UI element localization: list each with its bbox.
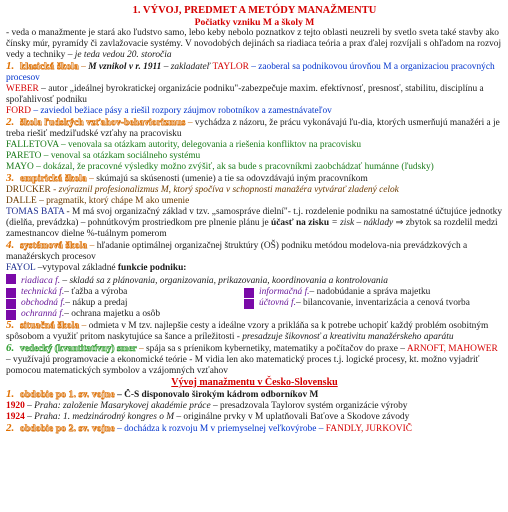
- school-5: 5. situačná škola – odmieta v M tzv. najlepšie cesty a ideálne vzory a prikláňa sa k potrebe uchopiť každý problém osobitným spôsobom a využiť pritom naskytujúce sa šance a príležitosti - presadzuje šikovnosť a kreativitu manažérskeho aparátu: [6, 319, 489, 342]
- implies-icon: ⇒: [395, 218, 404, 228]
- drucker-name: DRUCKER: [6, 185, 51, 195]
- school-3-text: skúmajú sa skúsenosti (umenie) a tie sa odovzdávajú iným pracovníkom: [96, 174, 368, 184]
- school-5-name: situačná škola: [20, 321, 80, 331]
- school-6-number: 6.: [6, 342, 15, 354]
- school-6-text: spája sa s príenikom kybernetiky, matematiky a počítačov do praxe –: [146, 344, 405, 354]
- falletova-name: FALLETOVA: [6, 140, 59, 150]
- fandly-jurkovic-names: FANDLY, JURKOVIČ: [325, 424, 413, 434]
- school-5-tail: - presadzuje šikovnosť a kreativitu manažérskeho aparátu: [234, 332, 454, 342]
- intro-paragraph: [6, 28, 503, 61]
- school-6: 6. vedecký (kvantitatívny) smer – spája sa s príenikom kybernetiky, matematiky a počítačov do praxe – ARNOFT, MAHOWER – využívajú programovacie a ekonomické teórie - M vidia len ako matematický proces t.j. logické procesy, kt. možno vyjadriť pomocou matematických symbolov a vzájomných vzťahov: [6, 342, 498, 376]
- function-riadiaca-name: riadiaca f.: [21, 276, 61, 286]
- school-1-name: klasická škola: [20, 62, 79, 72]
- bata-name: TOMAS BATA: [6, 207, 65, 217]
- bata-entry: TOMAS BATA - M má svoj organizačný základ v tzv. „samospráve dielní"- t.j. rozdelenie podniku na samostatné účtujúce jednotky (dielňa, prevádzka) – pohnútkovým prostriedkom pre plnenie plánu je účasť na zisku = zisk – náklady ⇒ zbytok sa rozdelil medzi zamestnancov dielne %-tuálnym pomerom: [6, 207, 503, 239]
- ford-name: FORD: [6, 106, 32, 116]
- cs-period-1: 1. obdobie po 1. sv. vojne – Č-S disponovalo širokým kádrom odborníkov M: [6, 389, 319, 400]
- falletova-entry: FALLETOVA – venovala sa otázkam autority, delegovania a riešenia konfliktov na pracovisku: [6, 140, 362, 150]
- school-4: 4. systémová škola – hľadanie optimálnej organizačnej štruktúry (OŠ) podniku metódou modelova-nia prevádzkových a manažérskych procesov: [6, 239, 468, 262]
- school-1: 1. klasická škola – M vznikol v r. 1911 – zakladateľ TAYLOR – zaoberal sa podnikovou úrovňou M a organizaciou pracovných procesov: [6, 60, 495, 83]
- school-2-number: 2.: [6, 116, 15, 128]
- school-6-name: vedecký (kvantitatívny) smer: [20, 344, 137, 354]
- weber-entry: WEBER – autor „ideálnej byrokratickej organizácie podniku"-zabezpečuje maxim. efektívnosť, presnosť, stabilitu, disciplínu a spoľahlivosť podniku: [6, 84, 484, 105]
- mayo-name: MAYO: [6, 162, 34, 172]
- cs-period-2: 2. obdobie po 2. sv. vojne – dochádza k rozvoju M v priemyselnej veľkovýrobe – FANDLY, JURKOVIČ: [6, 423, 413, 434]
- square-bullet-icon: [6, 310, 16, 320]
- mayo-entry: MAYO – dokázal, že pracovné výsledky možno zvýšiť, ak sa bude s pracovníkmi zaobchádzať humánne (ľudsky): [6, 162, 434, 172]
- weber-name: WEBER: [6, 84, 39, 94]
- school-2-text: vychádza z názoru, že prácu vykonávajú ľu-dia, ktorých usmerňujú manažéri a je treba riešiť medziľudské vzťahy na pracovisku: [6, 118, 500, 139]
- square-bullet-icon: [244, 299, 254, 309]
- page-subtitle: Počiatky vzniku M a školy M: [194, 17, 315, 28]
- drucker-entry: DRUCKER - zvýraznil profesionalizmus M, ktorý spočíva v schopnosti manažéra vytvárať zladený celok: [6, 185, 399, 195]
- intro-text: - veda o manažmente je stará ako ľudstvo samo, lebo keby nebolo poznatkov z tejto oblasti neuzreli by svetlo sveta také stavby ako čínsky múr, pyramídy či zavlažovacie systémy. V novodobých dejinách sa riadiaca teória a prax ďalej rozvíjali s ohľadom na rozvoj vedy a techniky: [6, 28, 502, 60]
- school-1-text: – zaoberal sa podnikovou úrovňou M a organizaciou pracovných procesov: [6, 62, 495, 83]
- function-row: technická f. – ťažba a výroba informačná f. – nadobúdanie a správa majetku: [6, 287, 503, 298]
- dalle-entry: DALLE – pragmatik, ktorý chápe M ako umenie: [6, 196, 190, 206]
- function-row: obchodná f. – nákup a predaj účtovná f. – bilancovanie, inventarizácia a cenová tvorba: [6, 298, 503, 309]
- square-bullet-icon: [244, 288, 254, 298]
- intro-tail: – je teda vedou 20. storočia: [65, 50, 172, 60]
- ford-entry: FORD – zaviedol bežiace pásy a riešil rozpory záujmov robotníkov a zamestnávateľov: [6, 106, 332, 116]
- fayol-name: FAYOL: [6, 263, 36, 273]
- square-bullet-icon: [6, 274, 16, 284]
- pareto-name: PARETO: [6, 151, 42, 161]
- section-title-cs: Vývoj manažmentu v Česko-Slovensku: [171, 377, 338, 388]
- fayol-functions-heading: funkcie podniku:: [117, 263, 187, 273]
- function-riadiaca: riadiaca f. – skladá sa z plánovania, organizovania, prikazovania, koordinovania a kontrolovania: [6, 274, 503, 287]
- pareto-entry: PARETO – venoval sa otázkam sociálneho systému: [6, 151, 201, 161]
- cs-period-1-name: obdobie po 1. sv. vojne: [20, 390, 115, 400]
- school-2: 2. škola ľudských vzťahov-behaviorizmus – vychádza z názoru, že prácu vykonávajú ľu-dia, ktorých usmerňujú manažéri a je treba riešiť medziľudské vzťahy na pracovisku: [6, 116, 500, 139]
- school-1-number: 1.: [6, 60, 15, 72]
- school-3-name: empirická škola: [20, 174, 87, 184]
- function-row: ochranná f. – ochrana majetku a osôb: [6, 309, 503, 320]
- school-3: 3. empirická škola – skúmajú sa skúsenosti (umenie) a tie sa odovzdávajú iným pracovníkom: [6, 173, 368, 184]
- year-1924: 1924: [6, 412, 25, 422]
- bata-profit-share: účasť na zisku: [271, 218, 330, 228]
- school-4-number: 4.: [6, 239, 15, 251]
- school-4-name: systémová škola: [20, 241, 88, 251]
- cs-period-2-name: obdobie po 2. sv. vojne: [20, 424, 115, 434]
- school-1-founded: M vznikol v r. 1911: [88, 62, 162, 72]
- square-bullet-icon: [6, 299, 16, 309]
- school-4-text: hľadanie optimálnej organizačnej štruktúry (OŠ) podniku metódou modelova-nia prevádzkových a manažérskych procesov: [6, 241, 468, 262]
- fayol-entry: FAYOL –vytypoval základné funkcie podniku:: [6, 263, 187, 273]
- school-3-number: 3.: [6, 173, 15, 184]
- school-2-name: škola ľudských vzťahov-behaviorizmus: [20, 118, 186, 128]
- year-1920: 1920: [6, 401, 25, 411]
- cs-1924: 1924 – Praha: 1. medzinárodný kongres o M – originálne prvky v M uplatňovali Baťove a Škodove závody: [6, 412, 410, 422]
- page-title: 1. VÝVOJ, PREDMET A METÓDY MANAŽMENTU: [132, 5, 377, 16]
- dalle-name: DALLE: [6, 196, 37, 206]
- square-bullet-icon: [6, 288, 16, 298]
- taylor-name: TAYLOR: [212, 62, 249, 72]
- arnoft-name: ARNOFT, MAHOWER: [406, 344, 498, 354]
- cs-1920: 1920 – Praha: založenie Masarykovej akadémie práce – presadzovala Taylorov systém organizácie výroby: [6, 401, 408, 411]
- school-5-text: odmieta v M tzv. najlepšie cesty a ideálne vzory a prikláňa sa k potrebe uchopiť každý problém osobitným spôsobom a využiť pritom naskytujúce sa šance a príležitosti: [6, 321, 489, 342]
- school-5-number: 5.: [6, 319, 15, 331]
